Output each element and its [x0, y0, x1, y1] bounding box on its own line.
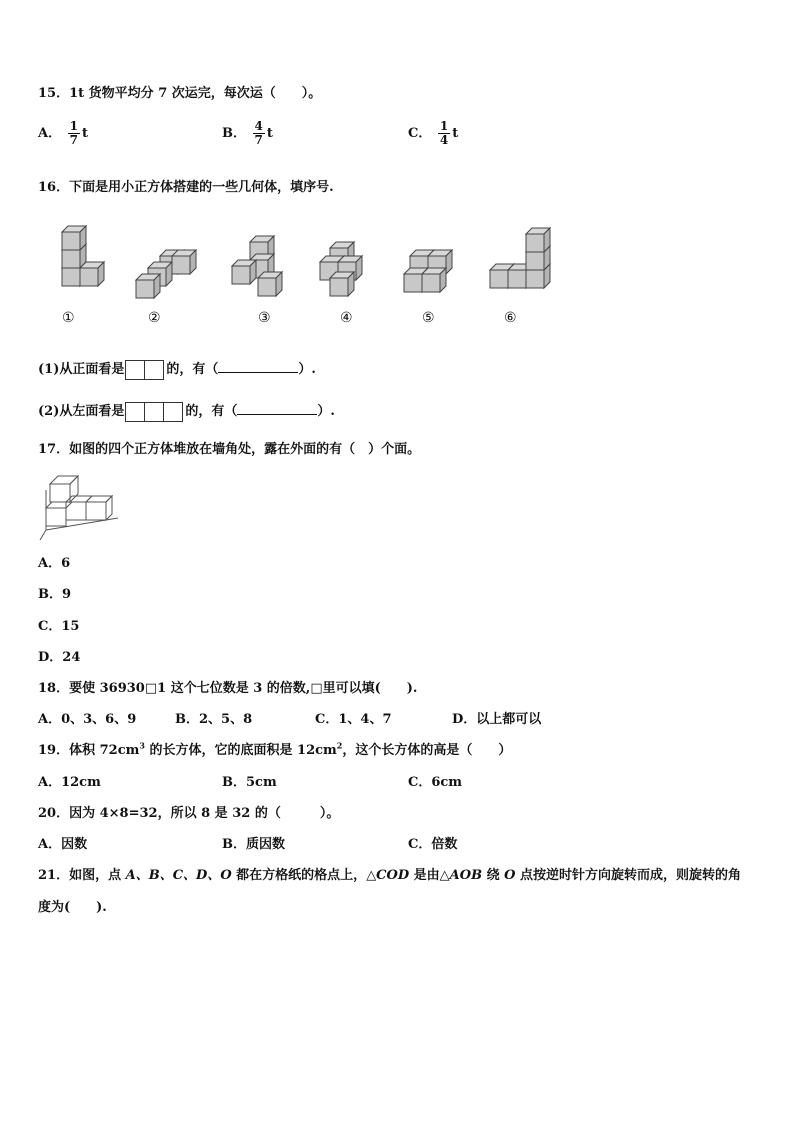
q17-option-d[interactable]: D．24	[38, 650, 81, 665]
q15-stem: 15．1t 货物平均分 7 次运完，每次运（ ）。	[38, 86, 322, 101]
q16-figure-cube-shapes	[36, 210, 566, 340]
q20-option-c[interactable]: C．倍数	[408, 837, 458, 852]
shape-label-4: ④	[340, 310, 353, 326]
answer-blank-1[interactable]	[218, 360, 298, 373]
shape-1	[62, 226, 104, 286]
shape-5	[404, 250, 452, 292]
answer-blank-2[interactable]	[237, 402, 317, 415]
q20-option-b[interactable]: B．质因数	[222, 837, 285, 852]
q17-stem: 17．如图的四个正方体堆放在墙角处，露在外面的有（ ）个面。	[38, 442, 421, 457]
front-view-icon	[126, 360, 164, 380]
shape-label-2: ②	[148, 310, 161, 326]
fraction: $\frac{1}{4}$	[439, 119, 449, 147]
shape-2	[136, 250, 196, 298]
q16-stem: 16．下面是用小正方体搭建的一些几何体，填序号.	[38, 180, 334, 195]
option-label: C．	[408, 126, 432, 141]
q16-sub2: (2)从左面看是 的，有（ ）.	[38, 400, 335, 422]
q20-option-a[interactable]: A．因数	[38, 837, 88, 852]
q19-option-c[interactable]: C．6cm	[408, 775, 463, 790]
fraction: $\frac{1}{7}$	[69, 119, 78, 147]
q19-stem: 19．体积 $72cm^3$ 的长方体，它的底面积是 $12cm^2$，这个长方体的高是（ ）	[38, 740, 512, 758]
q19-option-b[interactable]: B．5cm	[222, 775, 277, 790]
shape-3	[232, 236, 282, 296]
shape-4	[320, 242, 362, 296]
q15-option-a[interactable]: A． $\frac{1}{7}$ t	[38, 119, 88, 147]
q17-option-a[interactable]: A．6	[38, 556, 71, 571]
shape-label-5: ⑤	[422, 310, 435, 326]
shape-6	[490, 228, 550, 288]
q18-option-b[interactable]: B．2、5、8	[175, 712, 253, 727]
q15-option-b[interactable]: B． $\frac{4}{7}$ t	[222, 119, 273, 147]
q17-option-b[interactable]: B．9	[38, 587, 72, 602]
left-view-icon	[126, 402, 183, 422]
q17-option-c[interactable]: C．15	[38, 619, 80, 634]
shape-label-6: ⑥	[504, 310, 517, 326]
q17-figure-corner-cubes	[38, 470, 120, 542]
q18-option-c[interactable]: C．1、4、7	[315, 712, 392, 727]
option-label: B．	[222, 126, 246, 141]
q21-stem-line2: 度为( ).	[38, 900, 107, 915]
q18-option-a[interactable]: A．0、3、6、9	[38, 712, 137, 727]
q21-stem-line1: 21．如图，点 A、B、C、D、O 都在方格纸的格点上，△COD 是由△AOB 绕 O 点按逆时针方向旋转而成，则旋转的角	[38, 868, 741, 883]
q19-option-a[interactable]: A．12cm	[38, 775, 101, 790]
fraction: $\frac{4}{7}$	[254, 119, 263, 147]
q15-option-c[interactable]: C． $\frac{1}{4}$ t	[408, 119, 459, 147]
q18-option-d[interactable]: D．以上都可以	[452, 712, 542, 727]
option-label: A．	[38, 126, 62, 141]
q20-stem: 20．因为 4×8=32，所以 8 是 32 的（ ）。	[38, 806, 340, 821]
q16-sub1: (1)从正面看是 的，有（ ）.	[38, 358, 316, 380]
q18-stem: 18．要使 36930□1 这个七位数是 3 的倍数,□里可以填( ).	[38, 681, 418, 696]
shape-label-1: ①	[62, 310, 75, 326]
shape-label-3: ③	[258, 310, 271, 326]
